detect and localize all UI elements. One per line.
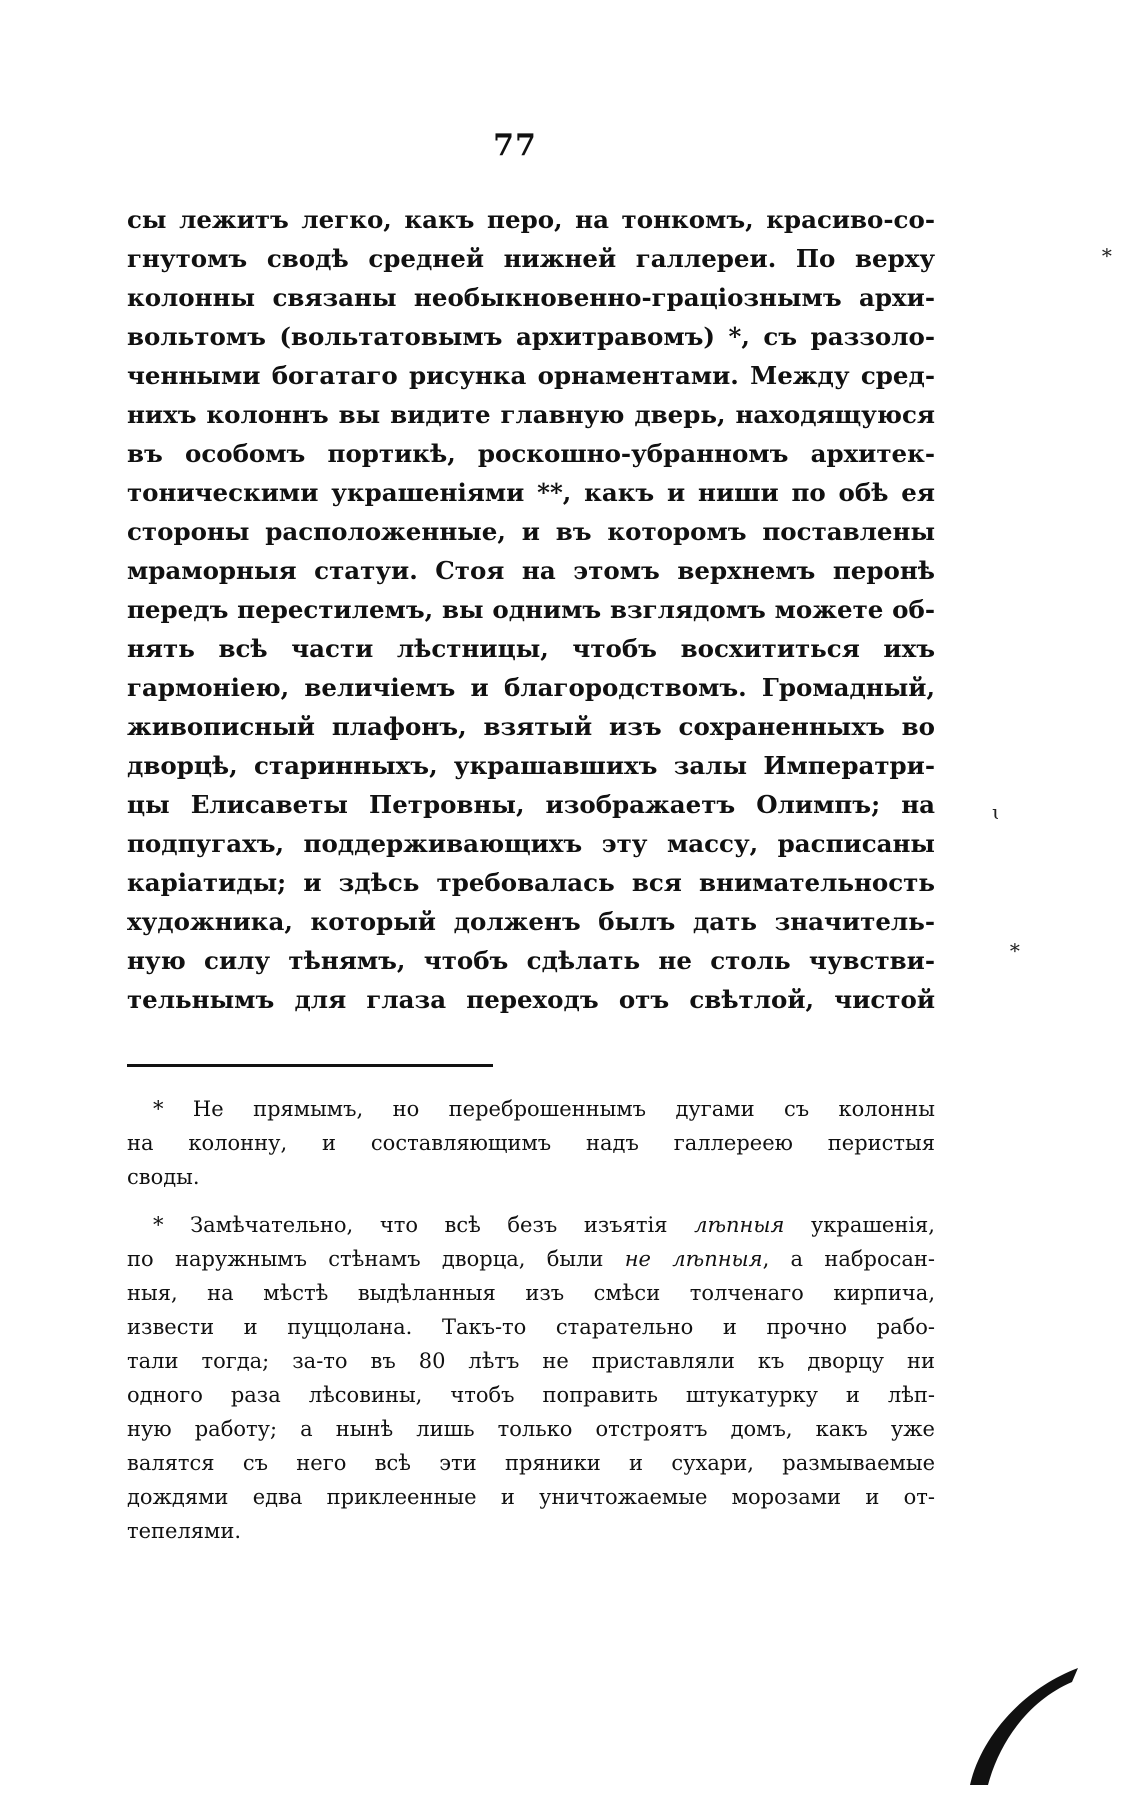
footnote-line: одного раза лѣсовины, чтобъ поправить штукатурку и лѣп- <box>127 1383 935 1407</box>
text-line: цы Елисаветы Петровны, изображаетъ Олимпъ; на <box>127 790 935 819</box>
footnote-line: ную работу; а нынѣ лишь только отстроятъ домъ, какъ уже <box>127 1417 935 1441</box>
text-line: ную силу тѣнямъ, чтобъ сдѣлать не столь чувстви- <box>127 946 935 975</box>
text-line: гнутомъ сводѣ средней нижней галлереи. По верху <box>127 244 935 273</box>
text-line: колонны связаны необыкновенно-граціознымъ архи- <box>127 283 935 312</box>
text-line: каріатиды; и здѣсь требовалась вся внимательность <box>127 868 935 897</box>
text-line: гармоніею, величіемъ и благородствомъ. Громадный, <box>127 673 935 702</box>
footnote-italic-text: лѣпныя <box>694 1213 785 1237</box>
text-line: передъ перестилемъ, вы однимъ взглядомъ можете об- <box>127 595 935 624</box>
footnote-line: тали тогда; за-то въ 80 лѣтъ не приставляли къ дворцу ни <box>127 1349 935 1373</box>
footnote-2 <box>127 1208 935 1548</box>
footnote-line: * Не прямымъ, но переброшеннымъ дугами съ колонны <box>153 1097 935 1121</box>
ink-speck: ∗ <box>1100 240 1114 264</box>
text-line: живописный плафонъ, взятый изъ сохраненныхъ во <box>127 712 935 741</box>
main-text-block <box>127 200 935 1019</box>
footnote-line: валятся съ него всѣ эти пряники и сухари, размываемые <box>127 1451 935 1475</box>
footnote-italic-text: не лѣпныя <box>624 1247 763 1271</box>
text-line: въ особомъ портикѣ, роскошно-убранномъ архитек- <box>127 439 935 468</box>
footnote-line: дождями едва приклеенные и уничтожаемые морозами и от- <box>127 1485 935 1509</box>
footnote-line <box>127 1242 935 1276</box>
footnote-line: извести и пуццолана. Такъ-то старательно и прочно рабо- <box>127 1315 935 1339</box>
footnote-line: ныя, на мѣстѣ выдѣланныя изъ смѣси толченаго кирпича, <box>127 1281 935 1305</box>
page-number: 77 <box>493 128 537 163</box>
footnote-line <box>127 1208 935 1242</box>
footnote-line: тепелями. <box>127 1519 242 1543</box>
ink-stroke-mark <box>960 1660 1080 1790</box>
text-line: нихъ колоннъ вы видите главную дверь, находящуюся <box>127 400 935 429</box>
ink-speck: ∗ <box>1008 935 1022 959</box>
footnote-text: по наружнымъ стѣнамъ дворца, были <box>127 1247 625 1271</box>
text-line: ченными богатаго рисунка орнаментами. Между сред- <box>127 361 935 390</box>
footnote-text: украшенія, <box>784 1213 935 1237</box>
text-line: стороны расположенные, и въ которомъ поставлены <box>127 517 935 546</box>
footnote-line: своды. <box>127 1165 200 1189</box>
text-line: тельнымъ для глаза переходъ отъ свѣтлой, чистой <box>127 985 935 1014</box>
footnote-line: на колонну, и составляющимъ надъ галлереею перистыя <box>127 1131 935 1155</box>
text-line: дворцѣ, старинныхъ, украшавшихъ залы Императри- <box>127 751 935 780</box>
text-line: подпугахъ, поддерживающихъ эту массу, расписаны <box>127 829 935 858</box>
footnote-1 <box>127 1092 935 1194</box>
footnote-text: * Замѣчательно, что всѣ безъ изъятія <box>153 1213 695 1237</box>
footnote-text: , а набросан- <box>762 1247 935 1271</box>
text-line: мраморныя статуи. Стоя на этомъ верхнемъ перонѣ <box>127 556 935 585</box>
footnote-separator-rule <box>127 1064 493 1067</box>
text-line: нять всѣ части лѣстницы, чтобъ восхититься ихъ <box>127 634 935 663</box>
ink-speck: ɩ <box>992 800 1000 824</box>
text-line: вольтомъ (вольтатовымъ архитравомъ) *, съ раззоло- <box>127 322 935 351</box>
text-line: художника, который долженъ былъ дать значитель- <box>127 907 935 936</box>
text-line: сы лежитъ легко, какъ перо, на тонкомъ, красиво-со- <box>127 205 935 234</box>
text-line: тоническими украшеніями **, какъ и ниши по обѣ ея <box>127 478 935 507</box>
